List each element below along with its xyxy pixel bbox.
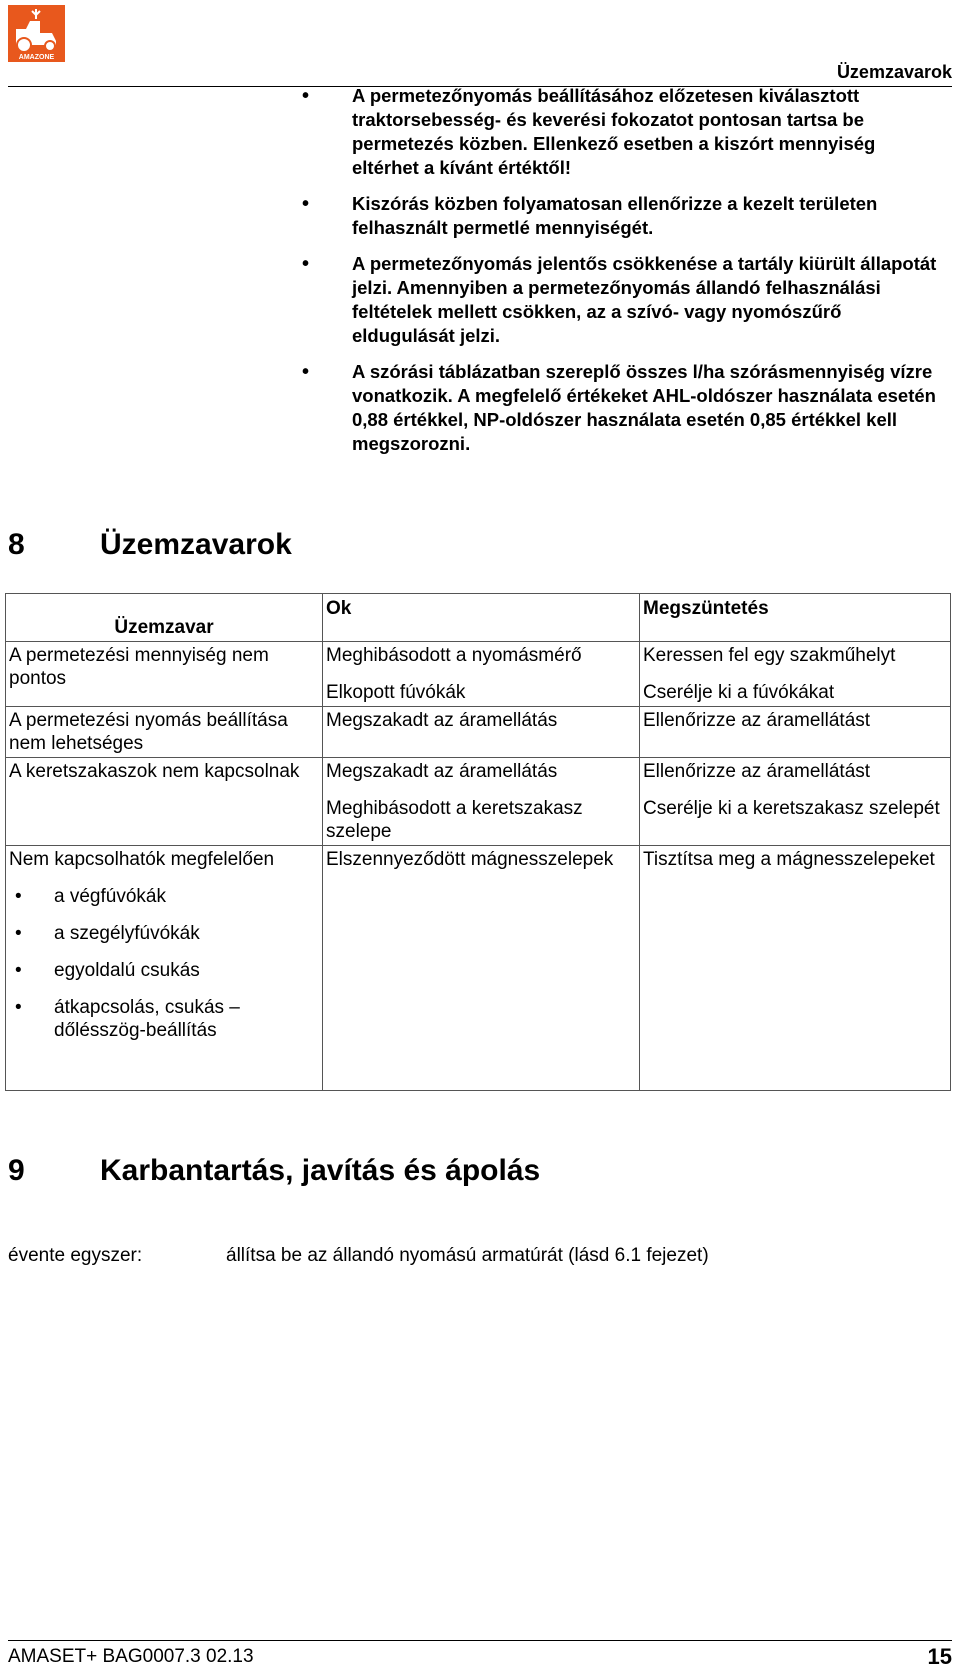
cause-cell: Elszennyeződött mágnesszelepek bbox=[323, 846, 640, 1091]
intro-bullet-list bbox=[280, 84, 940, 468]
cause-cell bbox=[323, 642, 640, 707]
fault-item: • a szegélyfúvókák bbox=[9, 922, 319, 945]
remedy-text: Ellenőrizze az áramellátást bbox=[643, 761, 871, 782]
table-row bbox=[6, 846, 951, 1091]
fault-item: • átkapcsolás, csukás – dőlésszög-beállítás bbox=[9, 996, 319, 1042]
section-8-heading bbox=[8, 528, 292, 562]
section-9-heading bbox=[8, 1154, 540, 1188]
cause-text: Meghibásodott a keretszakasz szelepe bbox=[326, 798, 583, 842]
fault-cell: A permetezési nyomás beállítása nem lehetséges bbox=[6, 707, 323, 758]
maintenance-entry bbox=[8, 1245, 709, 1267]
running-header-title: Üzemzavarok bbox=[836, 62, 952, 82]
remedy-text: Keressen fel egy szakműhelyt bbox=[643, 645, 896, 666]
cause-cell bbox=[323, 758, 640, 846]
column-header-remedy: Megszüntetés bbox=[640, 594, 951, 642]
cause-text: Elkopott fúvókák bbox=[326, 682, 466, 703]
cause-text: Meghibásodott a nyomásmérő bbox=[326, 645, 582, 666]
remedy-text: Cserélje ki a fúvókákat bbox=[643, 682, 835, 703]
remedy-cell: Ellenőrizze az áramellátást bbox=[640, 707, 951, 758]
fault-item-list bbox=[9, 885, 319, 1042]
fault-item: • egyoldalú csukás bbox=[9, 959, 319, 982]
cause-text: Megszakadt az áramellátás bbox=[326, 761, 558, 782]
footer-doc-id: AMASET+ BAG0007.3 02.13 bbox=[8, 1646, 254, 1667]
intro-bullet: • A permetezőnyomás jelentős csökkenése a tartály kiürült állapotát jelzi. Amennyiben a permetezőnyomás állandó felhasználási feltételek mellett csökken, az a szívó- vagy nyomószűrő eldugulását jelzi. bbox=[280, 252, 940, 348]
fault-item: • a végfúvókák bbox=[9, 885, 319, 908]
section-title: Üzemzavarok bbox=[100, 528, 292, 561]
section-number: 8 bbox=[8, 528, 25, 561]
fault-text: Nem kapcsolhatók megfelelően bbox=[9, 849, 275, 870]
table-row bbox=[6, 707, 951, 758]
remedy-cell: Tisztítsa meg a mágnesszelepeket bbox=[640, 846, 951, 1091]
intro-bullet: • A szórási táblázatban szereplő összes l/ha szórásmennyiség vízre vonatkozik. A megfelelő értékeket AHL-oldószer használata esetén 0,88 értékkel, NP-oldószer használata esetén 0,85 értékkel kell megszorozni. bbox=[280, 360, 940, 456]
section-number: 9 bbox=[8, 1154, 25, 1187]
fault-cell: A keretszakaszok nem kapcsolnak bbox=[6, 758, 323, 846]
remedy-text: Cserélje ki a keretszakasz szelepét bbox=[643, 798, 940, 819]
maintenance-task: állítsa be az állandó nyomású armatúrát (lásd 6.1 fejezet) bbox=[226, 1245, 709, 1266]
column-header-cause: Ok bbox=[323, 594, 640, 642]
table-row bbox=[6, 642, 951, 707]
fault-table bbox=[5, 593, 951, 1091]
table-header-row bbox=[6, 594, 951, 642]
svg-text:AMAZONE: AMAZONE bbox=[18, 54, 55, 61]
page-number: 15 bbox=[927, 1644, 952, 1669]
intro-bullet: • A permetezőnyomás beállításához előzetesen kiválasztott traktorsebesség- és keverési fokozatot pontosan tartsa be permetezés közben. Ellenkező esetben a kiszórt mennyiség eltérhet a kívánt értéktől! bbox=[280, 84, 940, 180]
fault-cell bbox=[6, 846, 323, 1091]
remedy-cell bbox=[640, 758, 951, 846]
section-title: Karbantartás, javítás és ápolás bbox=[100, 1154, 541, 1187]
column-header-fault: Üzemzavar bbox=[6, 594, 323, 642]
maintenance-interval: évente egyszer: bbox=[8, 1245, 143, 1266]
fault-cell: A permetezési mennyiség nem pontos bbox=[6, 642, 323, 707]
tractor-mark-icon bbox=[8, 5, 65, 62]
amazone-logo bbox=[8, 5, 65, 62]
remedy-cell bbox=[640, 642, 951, 707]
footer-divider bbox=[8, 1640, 952, 1641]
cause-cell: Megszakadt az áramellátás bbox=[323, 707, 640, 758]
intro-bullet: • Kiszórás közben folyamatosan ellenőrizze a kezelt területen felhasznált permetlé mennyiségét. bbox=[280, 192, 940, 240]
table-row bbox=[6, 758, 951, 846]
